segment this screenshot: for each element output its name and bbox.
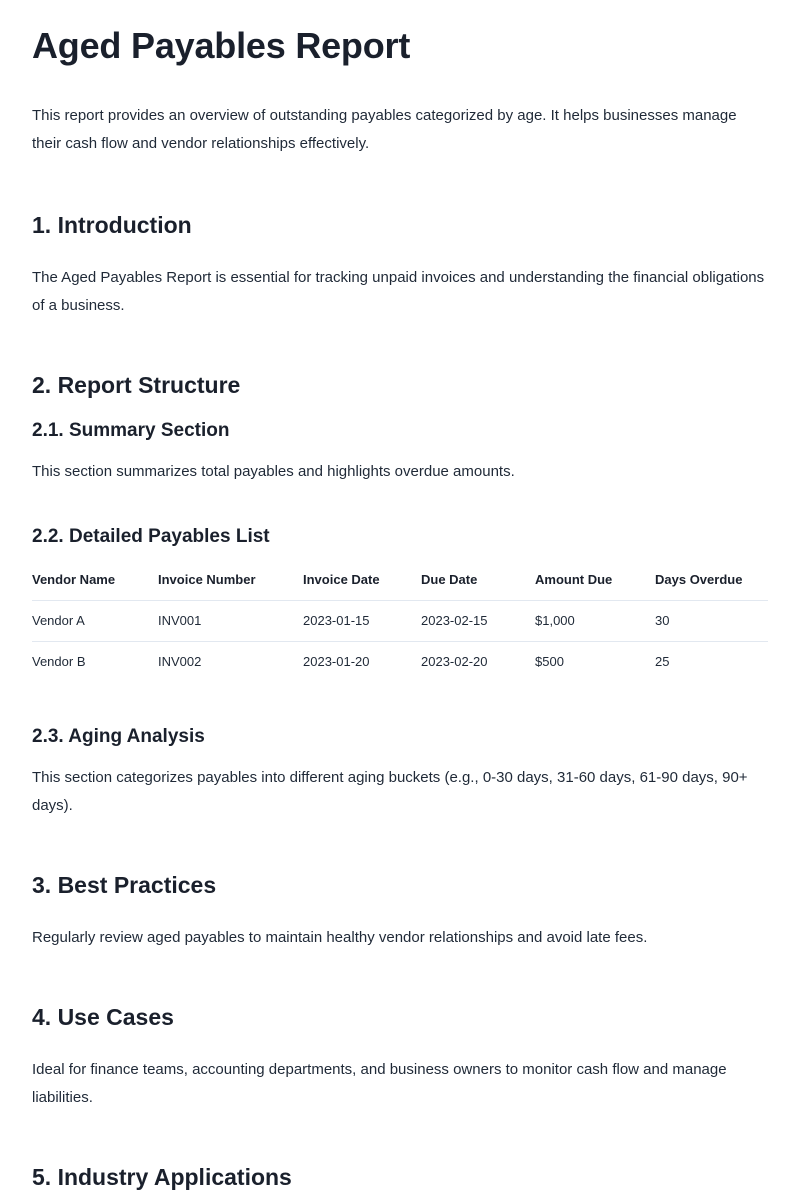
- column-header-vendor-name: Vendor Name: [32, 560, 158, 600]
- table-header-row: [32, 560, 768, 600]
- section-heading-best-practices: 3. Best Practices: [32, 872, 217, 898]
- table-row: [32, 600, 768, 641]
- subsection-heading-summary: 2.1. Summary Section: [32, 420, 230, 441]
- cell-due-date: 2023-02-15: [421, 600, 535, 641]
- section-heading-report-structure: 2. Report Structure: [32, 372, 241, 398]
- cell-amount-due: $1,000: [535, 600, 655, 641]
- section-heading-introduction: 1. Introduction: [32, 212, 192, 238]
- cell-invoice-number: INV001: [158, 600, 303, 641]
- cell-amount-due: $500: [535, 654, 564, 670]
- cell-due-date: 2023-02-20: [421, 654, 488, 670]
- subsection-text-aging-analysis: This section categorizes payables into different aging buckets (e.g., 0-30 days, 31-60 days, 61-90 days, 90+ days).: [32, 769, 748, 814]
- column-header-days-overdue: Days Overdue: [655, 560, 768, 600]
- section-heading-use-cases: 4. Use Cases: [32, 1004, 174, 1030]
- cell-days-overdue: 30: [655, 600, 768, 641]
- column-header-invoice-date: Invoice Date: [303, 560, 421, 600]
- column-header-due-date: Due Date: [421, 560, 535, 600]
- column-header-amount-due: Amount Due: [535, 560, 655, 600]
- table-row: [32, 641, 768, 682]
- cell-invoice-date: 2023-01-15: [303, 600, 421, 641]
- section-heading-industry-applications: 5. Industry Applications: [32, 1164, 292, 1190]
- intro-paragraph: This report provides an overview of outstanding payables categorized by age. It helps businesses manage their cash flow and vendor relationships effectively.: [32, 107, 737, 152]
- subsection-heading-detailed-list: 2.2. Detailed Payables List: [32, 526, 270, 547]
- cell-vendor-name: Vendor B: [32, 654, 86, 670]
- page-title: Aged Payables Report: [32, 25, 411, 66]
- subsection-text-summary: This section summarizes total payables and highlights overdue amounts.: [32, 463, 515, 480]
- payables-table: [32, 560, 768, 682]
- cell-vendor-name: Vendor A: [32, 600, 158, 641]
- section-text-use-cases: Ideal for finance teams, accounting departments, and business owners to monitor cash flow and manage liabilities.: [32, 1061, 727, 1106]
- cell-invoice-date: 2023-01-20: [303, 654, 370, 670]
- cell-invoice-number: INV002: [158, 654, 202, 670]
- section-text-best-practices: Regularly review aged payables to maintain healthy vendor relationships and avoid late fees.: [32, 929, 648, 946]
- column-header-invoice-number: Invoice Number: [158, 560, 303, 600]
- section-text-introduction: The Aged Payables Report is essential for tracking unpaid invoices and understanding the financial obligations of a business.: [32, 269, 765, 314]
- subsection-heading-aging-analysis: 2.3. Aging Analysis: [32, 726, 205, 747]
- cell-days-overdue: 25: [655, 654, 670, 670]
